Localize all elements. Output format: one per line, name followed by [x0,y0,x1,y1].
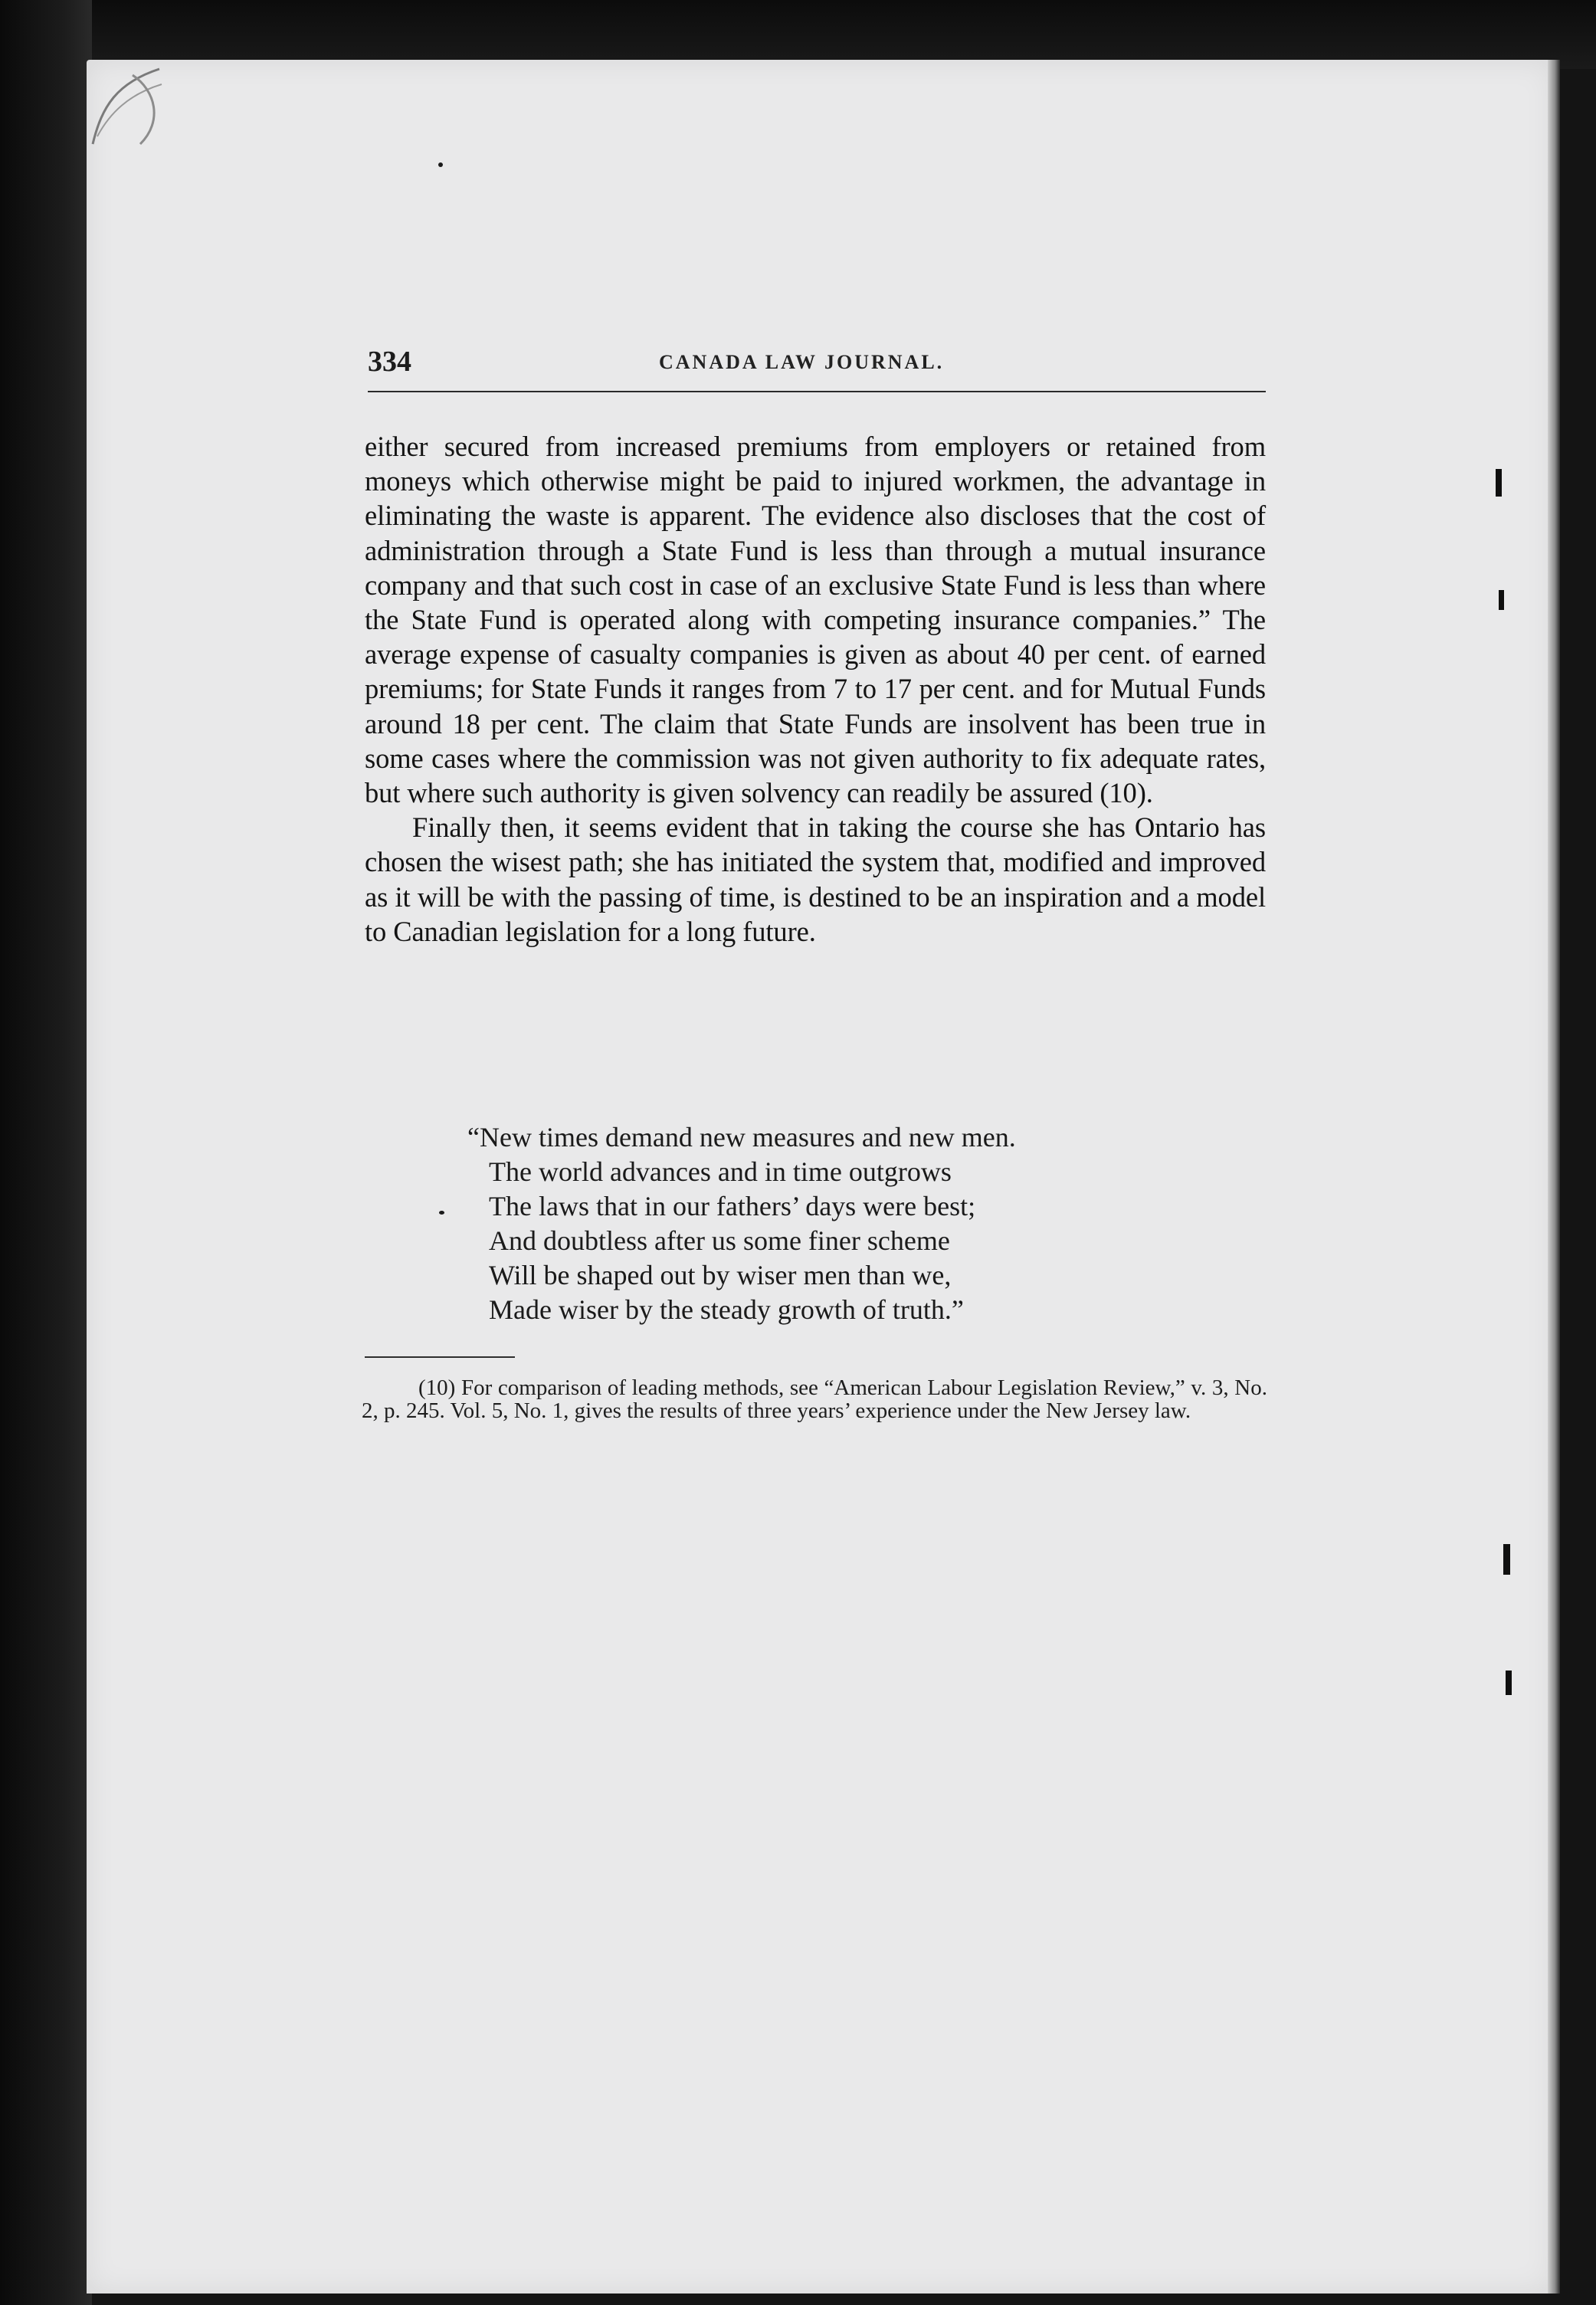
binding-mark [1506,1671,1512,1695]
binding-mark [1496,469,1502,497]
paragraph-conclusion: Finally then, it seems evident that in taking the course she has Ontario has chosen the wisest path; she has initiated the system that, modified and improved as it will be with the passing of time, is destined to be an inspiration and a model to Canadian legislation for a long future. [365,812,1266,947]
footnote-divider [365,1356,515,1358]
ink-speck [439,1211,444,1215]
paragraph-continued: either secured from increased premiums from employers or retained from moneys which otherwise might be paid to injured workmen, the advantage in eliminating the waste is apparent. The evidence also discloses that the cost of administration through a State Fund is less than through a mutual insurance company and that such cost in case of an exclusive State Fund is less than where the State Fund is operated along with competing insurance companies.” The average expense of casualty companies is given as about 40 per cent. of earned premiums; for State Funds it ranges from 7 to 17 per cent. and for Mutual Funds around 18 per cent. The claim that State Funds are insolvent has been true in some cases where the commission was not given authority to fix adequate rates, but where such authority is given solvency can readily be assured (10). [365,431,1266,809]
binding-mark [1503,1544,1510,1575]
scan-background-left [0,0,92,2305]
binding-mark [1499,590,1504,610]
poem-line: Made wiser by the steady growth of truth.” [489,1294,964,1325]
poem-line: And doubtless after us some finer scheme [489,1225,950,1256]
body-text [365,429,1266,949]
ink-speck [438,162,443,167]
poem-quotation [467,1120,1016,1327]
page-gutter-edge [1548,60,1560,2294]
running-head [368,345,1266,392]
journal-title: CANADA LAW JOURNAL. [659,351,945,373]
scan-background-top [0,0,1596,69]
poem-line: The laws that in our fathers’ days were best; [489,1191,976,1221]
footnote: (10) For comparison of leading methods, see “American Labour Legislation Review,” v. 3, No. 2, p. 245. Vol. 5, No. 1, gives the results of three years’ experience under the New Jersey law. [362,1375,1267,1423]
poem-line: The world advances and in time outgrows [489,1156,952,1187]
page-number: 334 [368,346,411,378]
page-corner-curl [87,60,163,152]
poem-line: Will be shaped out by wiser men than we, [489,1260,952,1290]
poem-line: “New times demand new measures and new men. [467,1122,1016,1152]
